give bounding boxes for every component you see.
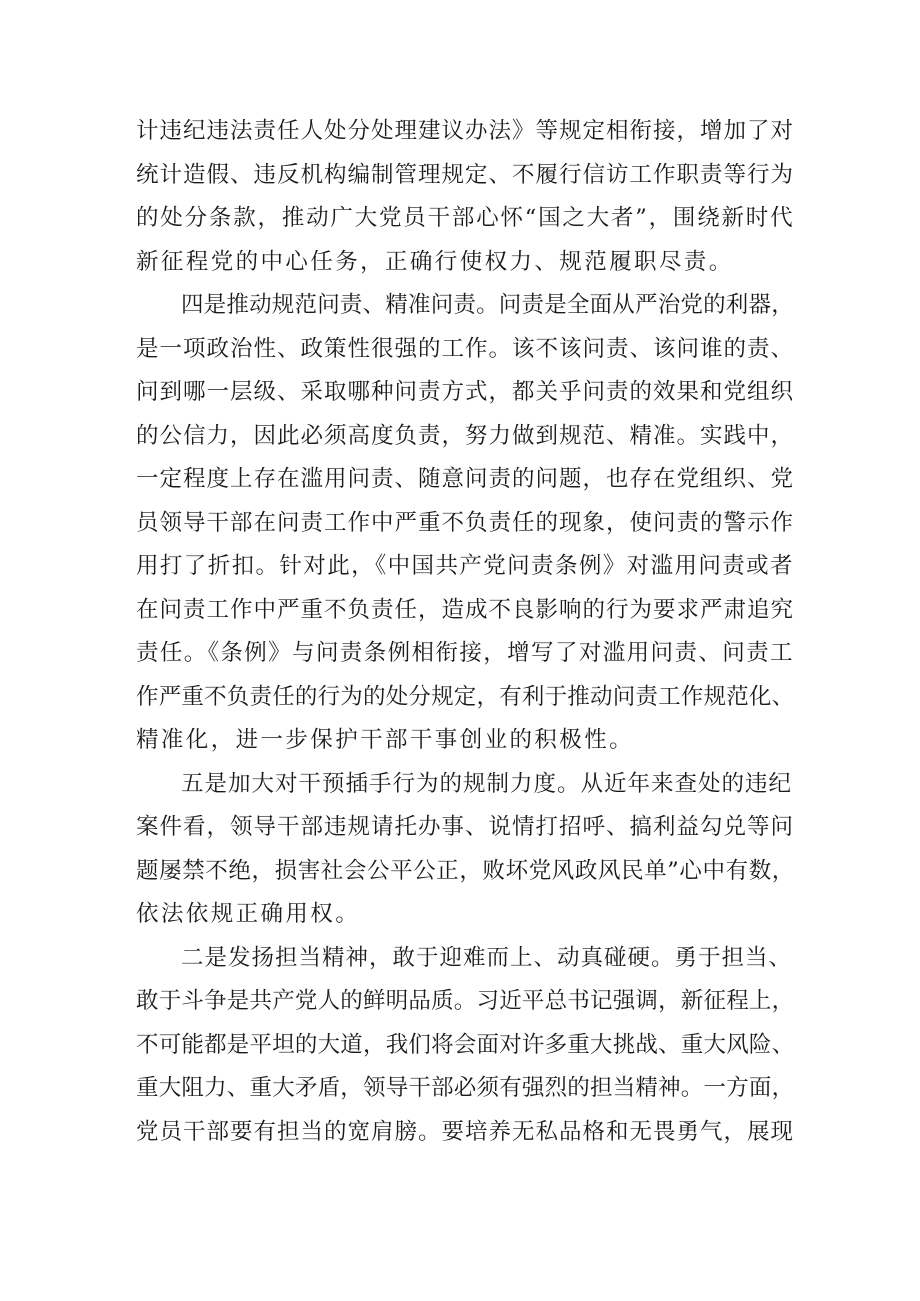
text-line: 用打了折扣。针对此，《中国共产党问责条例》对滥用问责或者 (136, 553, 794, 579)
text-line: 的公信力，因此必须高度负责，努力做到规范、精准。实践中， (136, 422, 795, 449)
text-line: 计违纪违法责任人处分处理建议办法》等规定相衔接，增加了对 (136, 118, 795, 144)
text-line: 是一项政治性、政策性很强的工作。该不该问责、该问谁的责、 (136, 335, 795, 362)
text-line: 依法依规正确用权。 (136, 901, 361, 927)
text-line: 题屡禁不绝，损害社会公平公正，败坏党风政风民单”心中有数， (136, 857, 795, 884)
text-line: 新征程党的中心任务，正确行使权力、规范履职尽责。 (136, 248, 734, 275)
paragraph-first-line: 四是推动规范问责、精准问责。问责是全面从严治党的利器， (181, 292, 794, 318)
text-line: 问到哪一层级、采取哪种问责方式，都关乎问责的效果和党组织 (136, 379, 795, 405)
body-text (136, 110, 796, 1154)
paragraph-first-line: 二是发扬担当精神，敢于迎难而上、动真碰硬。勇于担当、 (181, 944, 793, 971)
text-line: 统计造假、违反机构编制管理规定、不履行信访工作职责等行为 (136, 161, 795, 188)
text-line: 一定程度上存在滥用问责、随意问责的问题，也存在党组织、党 (136, 466, 795, 492)
paragraph-first-line: 五是加大对干预插手行为的规制力度。从近年来查处的违纪 (181, 770, 793, 797)
text-line: 不可能都是平坦的大道，我们将会面对许多重大挑战、重大风险、 (136, 1031, 795, 1058)
text-line: 重大阻力、重大矛盾，领导干部必须有强烈的担当精神。一方面， (136, 1075, 795, 1101)
text-line: 在问责工作中严重不负责任，造成不良影响的行为要求严肃追究 (136, 596, 795, 623)
text-line: 员领导干部在问责工作中严重不负责任的现象，使问责的警示作 (136, 509, 795, 536)
text-line: 案件看，领导干部违规请托办事、说情打招呼、搞利益勾兑等问 (136, 814, 795, 840)
text-line: 精准化，进一步保护干部干事创业的积极性。 (136, 727, 635, 753)
text-line: 作严重不负责任的行为的处分规定，有利于推动问责工作规范化、 (136, 683, 795, 710)
text-line: 敢于斗争是共产党人的鲜明品质。习近平总书记强调，新征程上， (136, 988, 795, 1014)
text-line: 的处分条款，推动广大党员干部心怀“国之大者”，围绕新时代 (136, 205, 795, 231)
text-line: 党员干部要有担当的宽肩膀。要培养无私品格和无畏勇气，展现 (136, 1118, 795, 1145)
text-line: 责任。《条例》与问责条例相衔接，增写了对滥用问责、问责工 (136, 640, 794, 666)
